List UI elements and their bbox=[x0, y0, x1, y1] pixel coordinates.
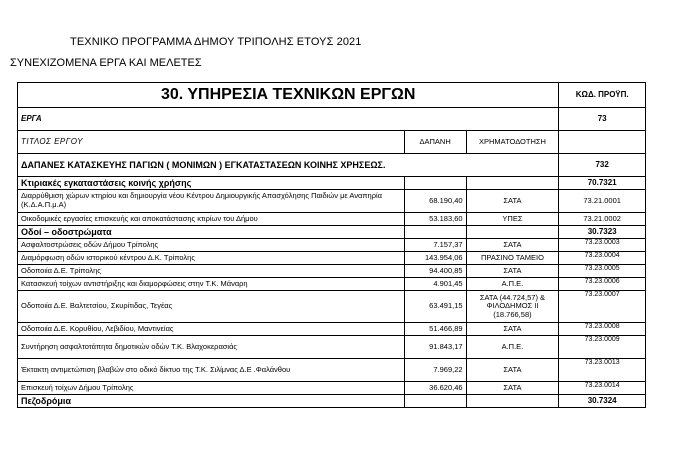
project-code: 73.23.0005 bbox=[559, 265, 646, 278]
project-code: 73.23.0007 bbox=[559, 291, 646, 323]
table-row bbox=[18, 252, 646, 265]
column-header-row bbox=[18, 131, 646, 154]
project-title: Κατασκευή τοίχων αντιστήριξης και διαμορφώσεις στην Τ.Κ. Μάναρη bbox=[18, 278, 405, 291]
project-code: 73.21.0001 bbox=[559, 190, 646, 213]
erga-label: ΕΡΓΑ bbox=[18, 108, 559, 131]
project-amount: 53.183,60 bbox=[404, 213, 466, 226]
project-amount: 7.157,37 bbox=[404, 239, 466, 252]
category-label: Πεζοδρόμια bbox=[18, 395, 405, 408]
project-amount: 91.843,17 bbox=[404, 336, 466, 359]
project-funding: ΣΑΤΑ bbox=[466, 190, 559, 213]
category-code: 30.7323 bbox=[559, 226, 646, 239]
project-code: 73.23.0003 bbox=[559, 239, 646, 252]
project-title: Έκτακτη αντιμετώπιση βλαβών στο οδικό δίκτυο της Τ.Κ. Σιλίμνας Δ.Ε .Φαλάνθου bbox=[18, 359, 405, 382]
project-amount: 51.466,89 bbox=[404, 323, 466, 336]
category-code: 70.7321 bbox=[559, 177, 646, 190]
table-row bbox=[18, 323, 646, 336]
project-title: Οδοποιία Δ.Ε. Βαλτετσίου, Σκυρίτιδας, Τεγέας bbox=[18, 291, 405, 323]
project-code: 73.23.0008 bbox=[559, 323, 646, 336]
project-amount: 36.620,46 bbox=[404, 382, 466, 395]
project-amount: 94.400,85 bbox=[404, 265, 466, 278]
project-title: Διαρρύθμιση χώρων κτηρίου και δημιουργία νέου Κέντρου Δημιουργικής Απασχόλησης Παιδιών με Αναπηρία (Κ.Δ.Α.Π.μ.Α) bbox=[18, 190, 405, 213]
project-code: 73.21.0002 bbox=[559, 213, 646, 226]
project-code: 73.23.0014 bbox=[559, 382, 646, 395]
project-funding: ΣΑΤΑ bbox=[466, 382, 559, 395]
section-header-row bbox=[18, 83, 646, 108]
project-amount: 7.969,22 bbox=[404, 359, 466, 382]
table-row bbox=[18, 190, 646, 213]
project-funding: Α.Π.Ε. bbox=[466, 336, 559, 359]
project-funding: ΣΑΤΑ (44.724,57) & ΦΙΛΟΔΗΜΟΣ ΙΙ (18.766,58) bbox=[466, 291, 559, 323]
project-funding: ΣΑΤΑ bbox=[466, 265, 559, 278]
title-column-header: ΤΙΤΛΟΣ ΕΡΓΟΥ bbox=[18, 131, 405, 154]
project-funding: ΣΑΤΑ bbox=[466, 359, 559, 382]
project-title: Συντήρηση ασφαλτοτάπητα δημοτικών οδών Τ.Κ. Βλαχοκερασιάς bbox=[18, 336, 405, 359]
code-column-header: ΚΩΔ. ΠΡΟΫΠ. bbox=[559, 83, 646, 108]
document-title: ΤΕΧΝΙΚΟ ΠΡΟΓΡΑΜΜΑ ΔΗΜΟΥ ΤΡΙΠΟΛΗΣ ΕΤΟΥΣ 2021 bbox=[70, 36, 362, 48]
category-row bbox=[18, 226, 646, 239]
project-code: 73.23.0013 bbox=[559, 359, 646, 382]
amount-column-header: ΔΑΠΑΝΗ bbox=[404, 131, 466, 154]
table-row bbox=[18, 213, 646, 226]
project-funding: ΣΑΤΑ bbox=[466, 323, 559, 336]
project-code: 73.23.0004 bbox=[559, 252, 646, 265]
project-title: Ασφαλτοστρώσεις οδών Δήμου Τρίπολης bbox=[18, 239, 405, 252]
erga-row bbox=[18, 108, 646, 131]
project-code: 73.23.0006 bbox=[559, 278, 646, 291]
table-row bbox=[18, 291, 646, 323]
category-code: 30.7324 bbox=[559, 395, 646, 408]
table-row bbox=[18, 265, 646, 278]
table-row bbox=[18, 239, 646, 252]
project-funding: Α.Π.Ε. bbox=[466, 278, 559, 291]
table-row bbox=[18, 336, 646, 359]
project-title: Οδοποιία Δ.Ε. Τρίπολης bbox=[18, 265, 405, 278]
category-row bbox=[18, 395, 646, 408]
project-amount: 68.190,40 bbox=[404, 190, 466, 213]
table-row bbox=[18, 382, 646, 395]
project-funding: ΣΑΤΑ bbox=[466, 239, 559, 252]
project-code: 73.23.0009 bbox=[559, 336, 646, 359]
document-subtitle: ΣΥΝΕΧΙΖΟΜΕΝΑ ΕΡΓΑ ΚΑΙ ΜΕΛΕΤΕΣ bbox=[10, 57, 202, 69]
project-title: Επισκευή τοίχων Δήμου Τρίπολης bbox=[18, 382, 405, 395]
project-title: Διαμόρφωση οδών ιστορικού κέντρου Δ.Κ. Τρίπολης bbox=[18, 252, 405, 265]
project-funding: ΥΠΕΣ bbox=[466, 213, 559, 226]
funding-column-header: ΧΡΗΜΑΤΟΔΟΤΗΣΗ bbox=[466, 131, 559, 154]
project-title: Οικοδομικές εργασίες επισκευής και αποκατάστασης κτιρίων του Δήμου bbox=[18, 213, 405, 226]
project-funding: ΠΡΑΣΙΝΟ ΤΑΜΕΙΟ bbox=[466, 252, 559, 265]
group-title: ΔΑΠΑΝΕΣ ΚΑΤΑΣΚΕΥΗΣ ΠΑΓΙΩΝ ( ΜΟΝΙΜΩΝ ) ΕΓΚΑΤΑΣΤΑΣΕΩΝ ΚΟΙΝΗΣ ΧΡΗΣΕΩΣ. bbox=[18, 154, 559, 177]
project-amount: 4.901,45 bbox=[404, 278, 466, 291]
project-amount: 63.491,15 bbox=[404, 291, 466, 323]
table-row bbox=[18, 278, 646, 291]
group-row bbox=[18, 154, 646, 177]
project-title: Οδοποιία Δ.Ε. Κορυθίου, Λεβιδίου, Μαντινείας bbox=[18, 323, 405, 336]
project-amount: 143.954,06 bbox=[404, 252, 466, 265]
table-row bbox=[18, 359, 646, 382]
group-code: 732 bbox=[559, 154, 646, 177]
category-label: Κτιριακές εγκαταστάσεις κοινής χρήσης bbox=[18, 177, 405, 190]
category-row bbox=[18, 177, 646, 190]
category-label: Οδοί – οδοστρώματα bbox=[18, 226, 405, 239]
erga-code: 73 bbox=[559, 108, 646, 131]
budget-table bbox=[17, 82, 646, 408]
section-title: 30. ΥΠΗΡΕΣΙΑ ΤΕΧΝΙΚΩΝ ΕΡΓΩΝ bbox=[18, 83, 559, 108]
